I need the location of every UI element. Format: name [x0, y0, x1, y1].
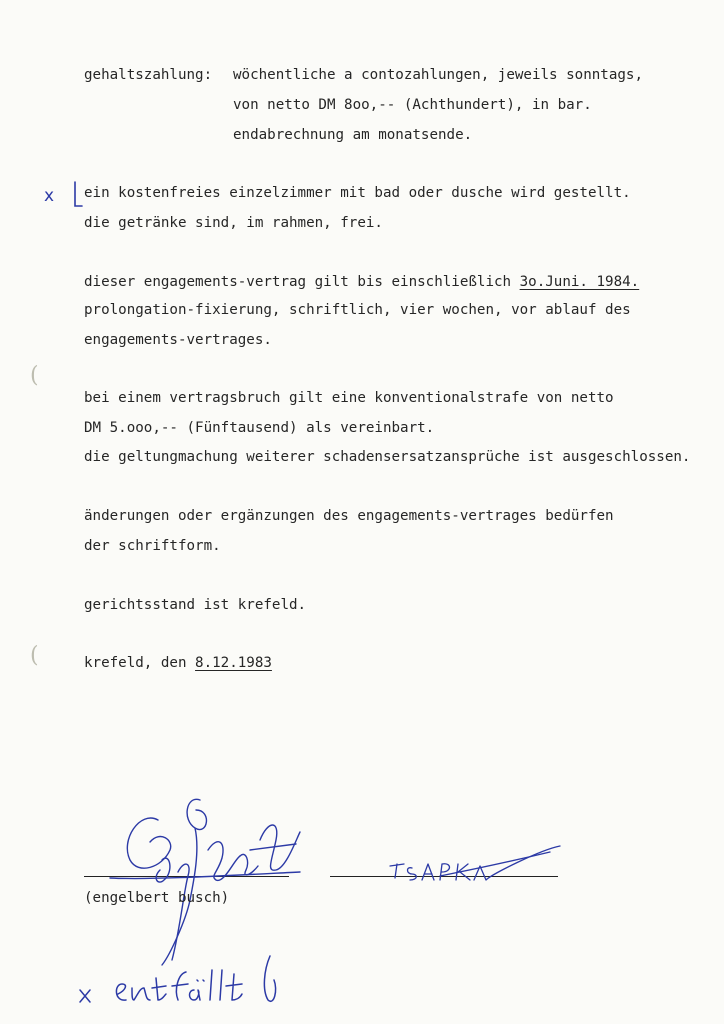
jurisdiction-line: gerichtsstand ist krefeld.: [84, 597, 307, 613]
penalty-line-2: DM 5.ooo,-- (Fünftausend) als vereinbart.: [84, 420, 435, 436]
changes-line-2: der schriftform.: [84, 538, 221, 554]
signature-line-left: [84, 876, 289, 877]
signature-line-right: [330, 876, 558, 877]
prolongation-line-2: engagements-vertrages.: [84, 332, 272, 348]
place-date: 8.12.1983: [195, 655, 272, 671]
punch-hole-mark: (: [30, 363, 39, 388]
penalty-line-1: bei einem vertragsbruch gilt eine konventionalstrafe von netto: [84, 390, 614, 406]
signatory-name-left: (engelbert busch): [84, 890, 230, 906]
salary-line-1: wöchentliche a contozahlungen, jeweils sonntags,: [233, 67, 643, 83]
salary-label: gehaltszahlung:: [84, 67, 213, 83]
room-line-2: die getränke sind, im rahmen, frei.: [84, 215, 383, 231]
salary-line-3: endabrechnung am monatsende.: [233, 127, 473, 143]
handwritten-signature-left: [100, 780, 310, 980]
changes-line-1: änderungen oder ergänzungen des engagements-vertrages bedürfen: [84, 508, 614, 524]
handwritten-note-entfaellt: [74, 950, 304, 1024]
margin-bracket-mark: [68, 180, 84, 210]
validity-line: [84, 273, 639, 291]
punch-hole-mark-2: (: [30, 643, 39, 668]
room-line-1: ein kostenfreies einzelzimmer mit bad oder dusche wird gestellt.: [84, 185, 631, 201]
margin-x-mark: x: [44, 186, 55, 206]
prolongation-line-1: prolongation-fixierung, schriftlich, vier wochen, vor ablauf des: [84, 302, 631, 318]
salary-line-2: von netto DM 8oo,-- (Achthundert), in bar.: [233, 97, 592, 113]
place-date-prefix: krefeld, den: [84, 655, 196, 671]
validity-date: 3o.Juni. 1984.: [519, 274, 640, 290]
place-date-line: [84, 654, 272, 672]
validity-prefix: dieser engagements-vertrag gilt bis einschließlich: [84, 274, 520, 290]
penalty-line-3: die geltungmachung weiterer schadensersatzansprüche ist ausgeschlossen.: [84, 449, 691, 465]
handwritten-signature-right: [380, 840, 570, 890]
